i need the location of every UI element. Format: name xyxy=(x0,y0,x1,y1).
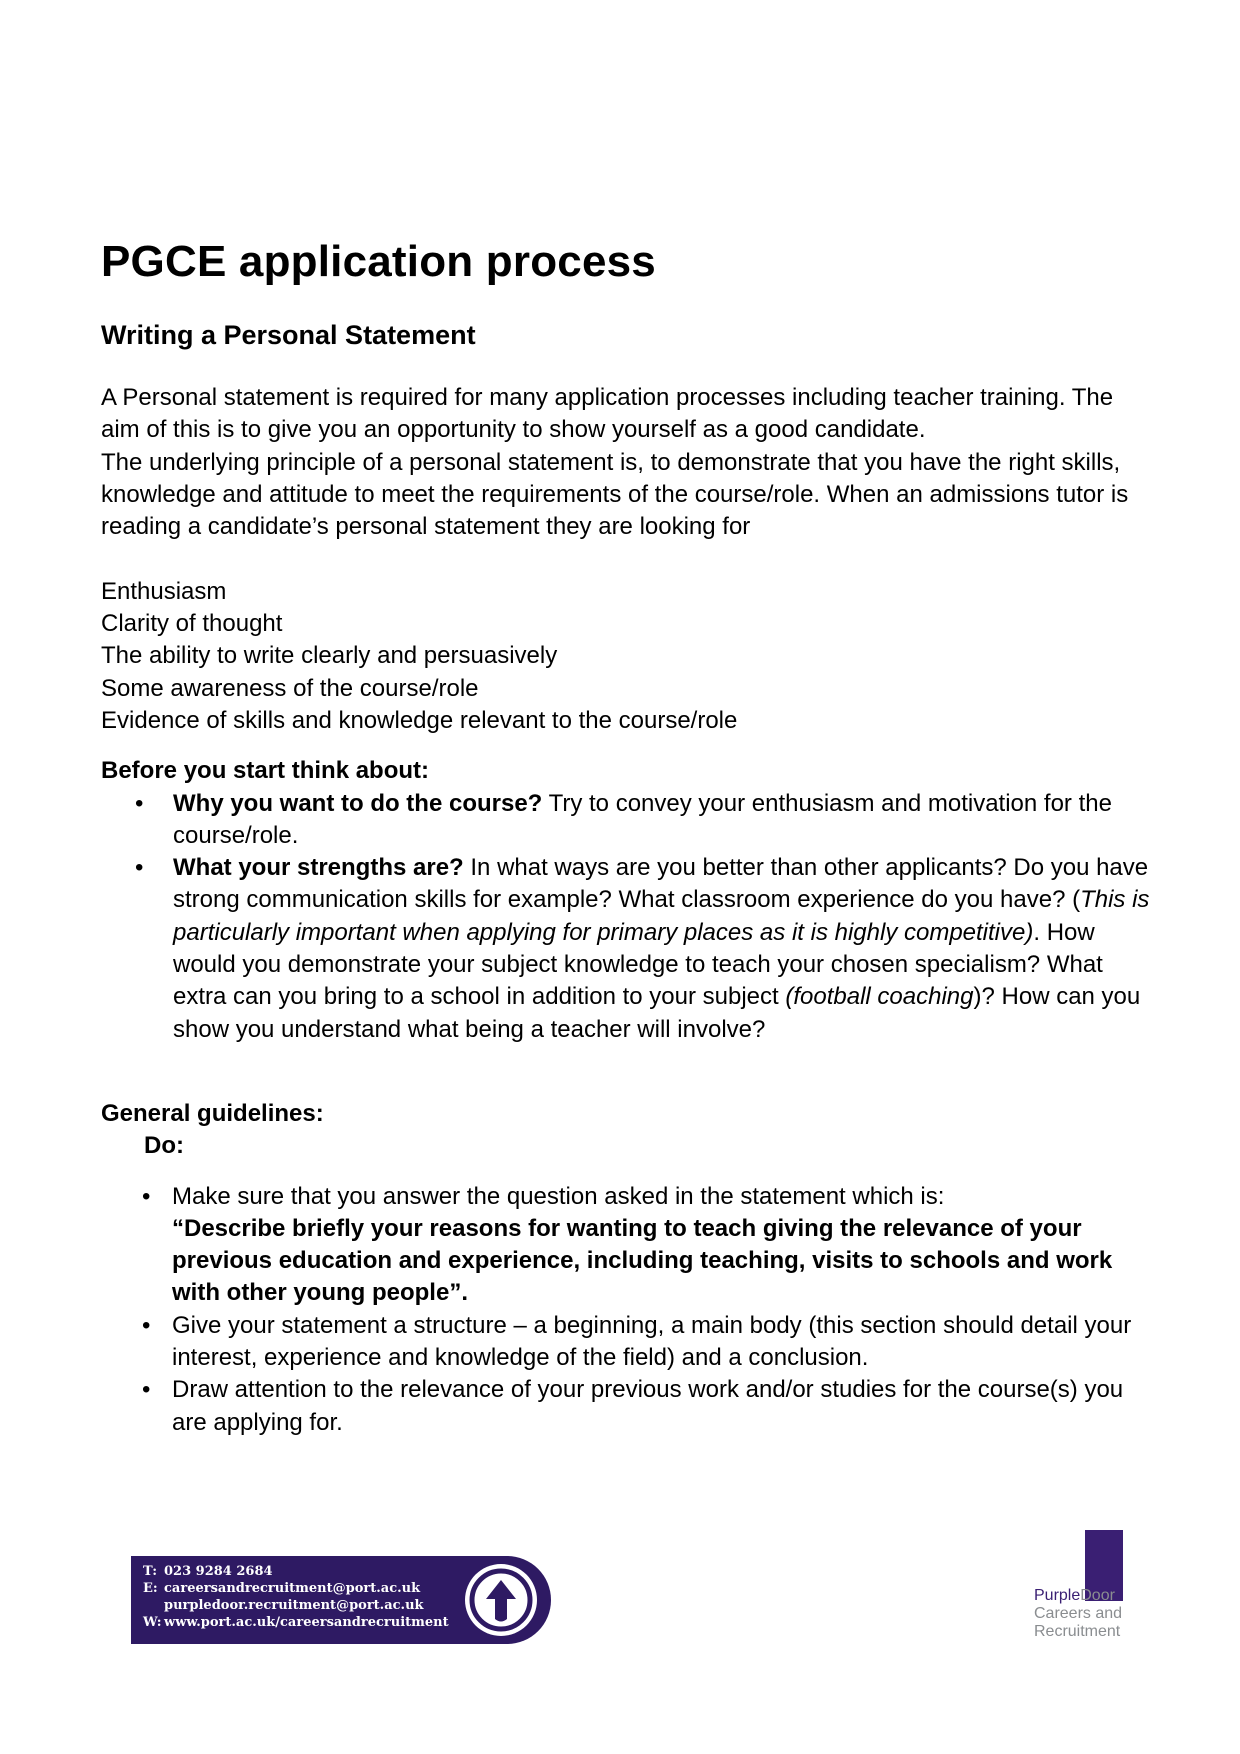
guidelines-heading: General guidelines: xyxy=(101,1099,324,1127)
before-heading: Before you start think about: xyxy=(101,757,430,785)
purple-door-logo xyxy=(1029,1530,1129,1660)
bullet-icon: • xyxy=(142,1182,151,1210)
contact-email-link[interactable]: purpledoor.recruitment@port.ac.uk xyxy=(164,1598,424,1613)
contact-email-row xyxy=(143,1597,449,1614)
qualities-list xyxy=(101,576,1151,737)
contact-details xyxy=(143,1563,449,1631)
contact-phone: 023 9284 2684 xyxy=(164,1564,273,1579)
contact-phone-row: T: 023 9284 2684 xyxy=(143,1564,273,1579)
intro-paragraph-1: A Personal statement is required for many application processes including teacher training. The aim of this is to give you an opportunity to show yourself as a good candidate. xyxy=(101,384,1114,444)
contact-box xyxy=(131,1556,551,1644)
intro-paragraph-2: The underlying principle of a personal statement is, to demonstrate that you have the right skills, knowledge and attitude to meet the requirements of the course/role. When an admissions tutor is reading a candidate’s personal statement they are looking for xyxy=(101,448,1129,541)
quality-item: Clarity of thought xyxy=(101,610,283,638)
contact-email-row: E: careersandrecruitment@port.ac.uk xyxy=(143,1581,421,1596)
do-label: Do: xyxy=(144,1132,184,1160)
list-item: • Why you want to do the course? Try to convey your enthusiasm and motivation for the course/role. xyxy=(135,789,1112,849)
page-title: PGCE application process xyxy=(101,237,656,286)
logo-text: PurpleDoor Careers and Recruitment xyxy=(1034,1587,1123,1640)
up-arrow-icon xyxy=(465,1564,537,1636)
quality-item: Some awareness of the course/role xyxy=(101,674,479,702)
bullet-icon: • xyxy=(142,1376,151,1404)
do-list xyxy=(101,1181,1151,1439)
quality-item: Enthusiasm xyxy=(101,577,227,605)
quality-item: Evidence of skills and knowledge relevant to the course/role xyxy=(101,706,738,734)
bullet-icon: • xyxy=(142,1311,151,1339)
page-subtitle: Writing a Personal Statement xyxy=(101,320,476,350)
list-item: • What your strengths are? In what ways are you better than other applicants? Do you have strong communication skills for example? What classroom experience do you have? (This is particularly important when applying for primary places as it is highly competitive). How would you demonstrate your subject knowledge to teach your chosen specialism? What extra can you bring to a school in addition to your subject (football coaching)? How can you show you understand what being a teacher will involve? xyxy=(135,854,1150,1043)
bullet-icon: • xyxy=(135,789,144,817)
contact-web-row: W: www.port.ac.uk/careersandrecruitment xyxy=(143,1615,449,1630)
list-item: • Give your statement a structure – a beginning, a main body (this section should detail your interest, experience and knowledge of the field) and a conclusion. xyxy=(142,1311,1132,1372)
bullet-icon: • xyxy=(135,854,144,882)
list-item: • Draw attention to the relevance of your previous work and/or studies for the course(s) you are applying for. xyxy=(142,1376,1124,1436)
quality-item: The ability to write clearly and persuasively xyxy=(101,642,558,670)
document-body xyxy=(101,382,1151,1439)
before-list xyxy=(101,788,1151,1046)
contact-web-link[interactable]: www.port.ac.uk/careersandrecruitment xyxy=(164,1615,449,1630)
contact-email-link[interactable]: careersandrecruitment@port.ac.uk xyxy=(164,1581,421,1596)
list-item: • Make sure that you answer the question asked in the statement which is: “Describe briefly your reasons for wanting to teach giving the relevance of your previous education and experience, including teaching, visits to schools and work with other young people”. xyxy=(142,1182,1113,1307)
